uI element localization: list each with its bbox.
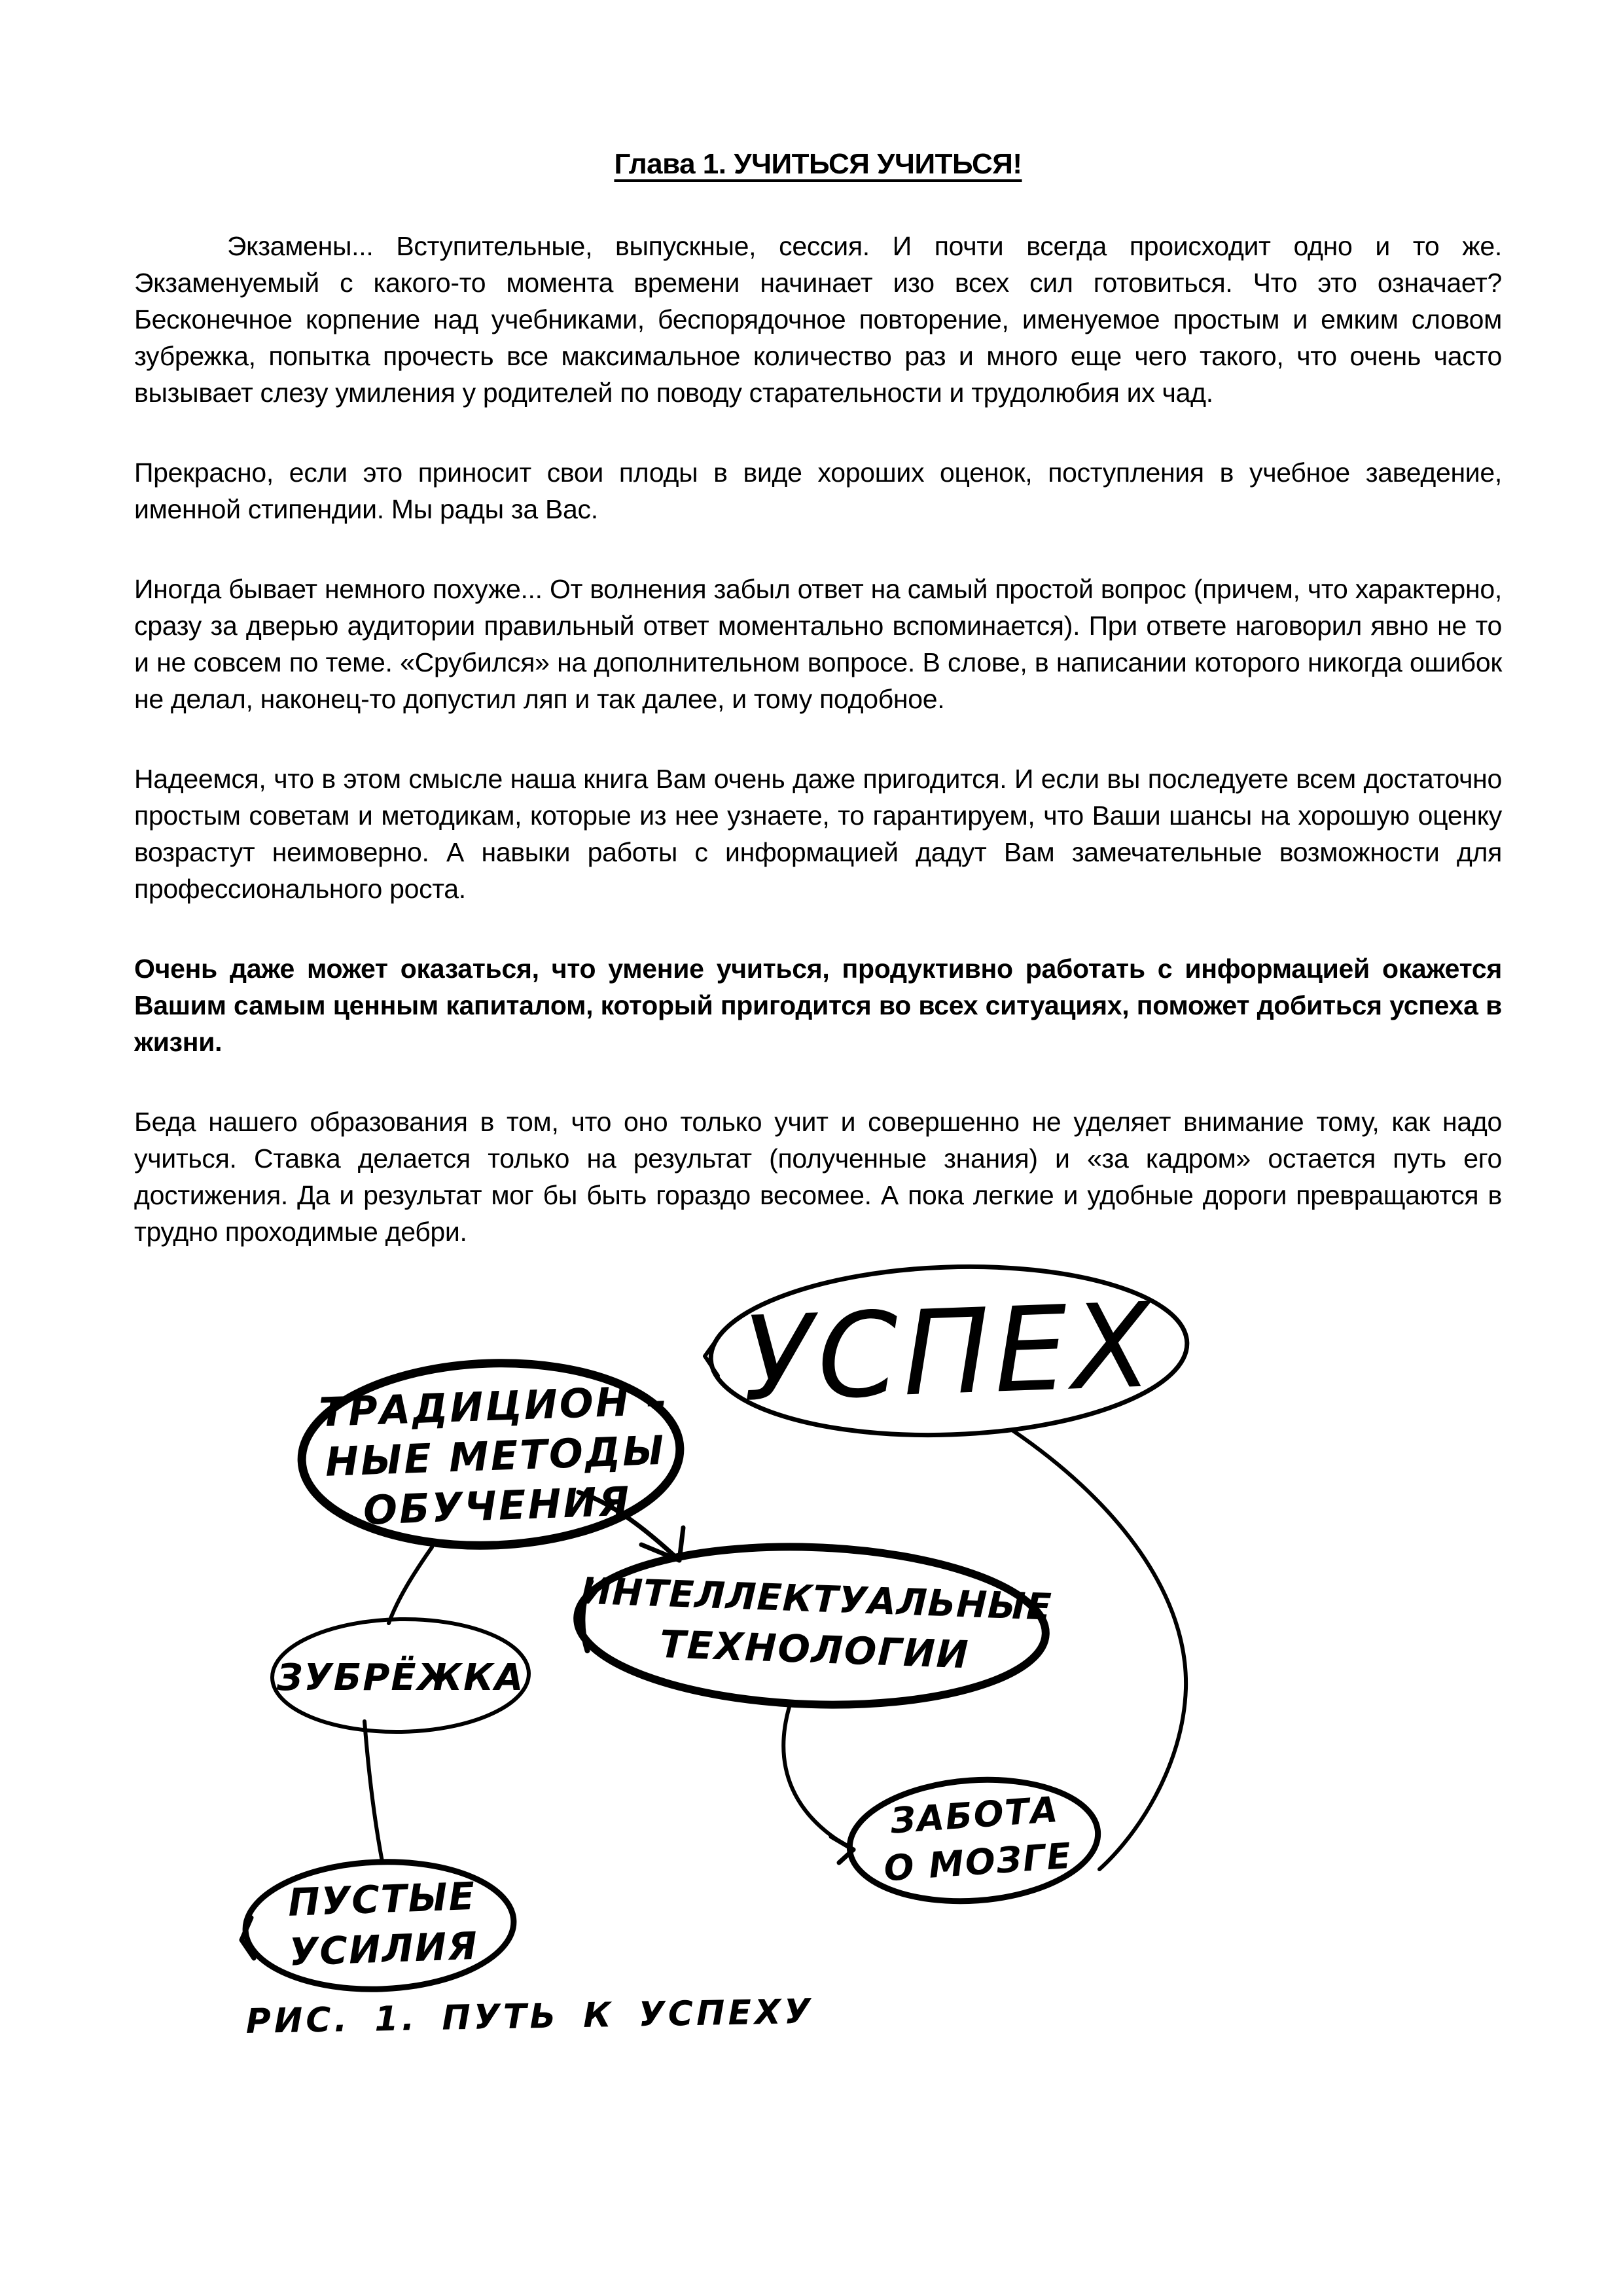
intellectual-label-line1: ИНТЕЛЛЕКТУАЛЬНЫЕ xyxy=(580,1570,1053,1629)
body-paragraph-5-bold: Очень даже может оказаться, что умение учиться, продуктивно работать с информацией окажется Вашим самым ценным капиталом, который пригодится во всех ситуациях, поможет добиться успеха в жизни. xyxy=(134,954,1502,1057)
empty-efforts-label-line1: ПУСТЫЕ xyxy=(287,1873,477,1925)
intellectual-label-line2: ТЕХНОЛОГИИ xyxy=(659,1621,971,1677)
traditional-label-line1: ТРАДИЦИОН – xyxy=(318,1377,669,1437)
text-column xyxy=(134,148,1502,1293)
node-intellectual-technologies xyxy=(575,1539,1054,1713)
edge-cramming-to-empty-efforts xyxy=(365,1721,382,1861)
node-brain-care xyxy=(846,1772,1102,1909)
body-paragraph-3: Иногда бывает немного похуже... От волнения забыл ответ на самый простой вопрос (причем, что характерно, сразу за дверью аудитории правильный ответ моментально вспоминается). При ответе наговорил явно не то и не совсем по теме. «Срубился» на дополнительном вопросе. В слове, в написании которого никогда ошибок не делал, наконец-то допустил ляп и так далее, и тому подобное. xyxy=(134,574,1502,714)
node-empty-efforts xyxy=(243,1857,516,1994)
node-success xyxy=(705,1259,1190,1443)
figure-caption: РИС. 1. ПУТЬ К УСПЕХУ xyxy=(245,1992,814,2041)
figure-path-to-success xyxy=(196,1217,1217,2055)
diagram-svg xyxy=(196,1217,1217,2055)
node-cramming xyxy=(272,1617,530,1734)
success-label: УСПЕХ xyxy=(740,1278,1158,1427)
edge-line xyxy=(783,1707,853,1850)
body-paragraph-2: Прекрасно, если это приносит свои плоды в виде хороших оценок, поступления в учебное заведение, именной стипендии. Мы рады за Вас. xyxy=(134,457,1502,524)
body-paragraph-6: Беда нашего образования в том, что оно только учит и совершенно не уделяет внимание тому, как надо учиться. Ставка делается только на результат (полученные знания) и «за кадром» остается путь его достижения. Да и результат мог бы быть гораздо весомее. А пока легкие и удобные дороги превращаются в трудно проходимые дебри. xyxy=(134,1107,1502,1247)
chapter-title xyxy=(134,148,1502,181)
body-paragraph-1: Экзамены... Вступительные, выпускные, сессия. И почти всегда происходит одно и то же. Экзаменуемый с какого-то момента времени начинает изо всех сил готовиться. Что это означает? Бесконечное корпение над учебниками, беспорядочное повторение, именуемое простым и емким словом зубрежка, попытка прочесть все максимальное количество раз и много еще чего такого, что очень часто вызывает слезу умиления у родителей по поводу старательности и трудолюбия их чад. xyxy=(134,231,1502,408)
brain-care-label-line2: О МОЗГЕ xyxy=(882,1835,1074,1890)
edge-intellectual-to-brain-care xyxy=(783,1707,853,1863)
traditional-label-line3: ОБУЧЕНИЯ xyxy=(362,1478,632,1534)
edge-traditional-to-cramming xyxy=(389,1547,432,1623)
traditional-label-line2: НЫЕ МЕТОДЫ xyxy=(324,1427,667,1486)
body-paragraph-4: Надеемся, что в этом смысле наша книга Вам очень даже пригодится. И если вы последуете всем достаточно простым советам и методикам, которые из нее узнаете, то гарантируем, что Ваши шансы на хорошую оценку возрастут неимоверно. А навыки работы с информацией дадут Вам замечательные возможности для профессионального роста. xyxy=(134,764,1502,904)
node-traditional-methods xyxy=(298,1357,683,1552)
empty-efforts-label-line2: УСИЛИЯ xyxy=(288,1923,479,1975)
brain-care-label-line1: ЗАБОТА xyxy=(889,1788,1061,1842)
chapter-title-text: Глава 1. УЧИТЬСЯ УЧИТЬСЯ! xyxy=(614,148,1022,180)
cramming-label: ЗУБРЁЖКА xyxy=(276,1657,525,1699)
